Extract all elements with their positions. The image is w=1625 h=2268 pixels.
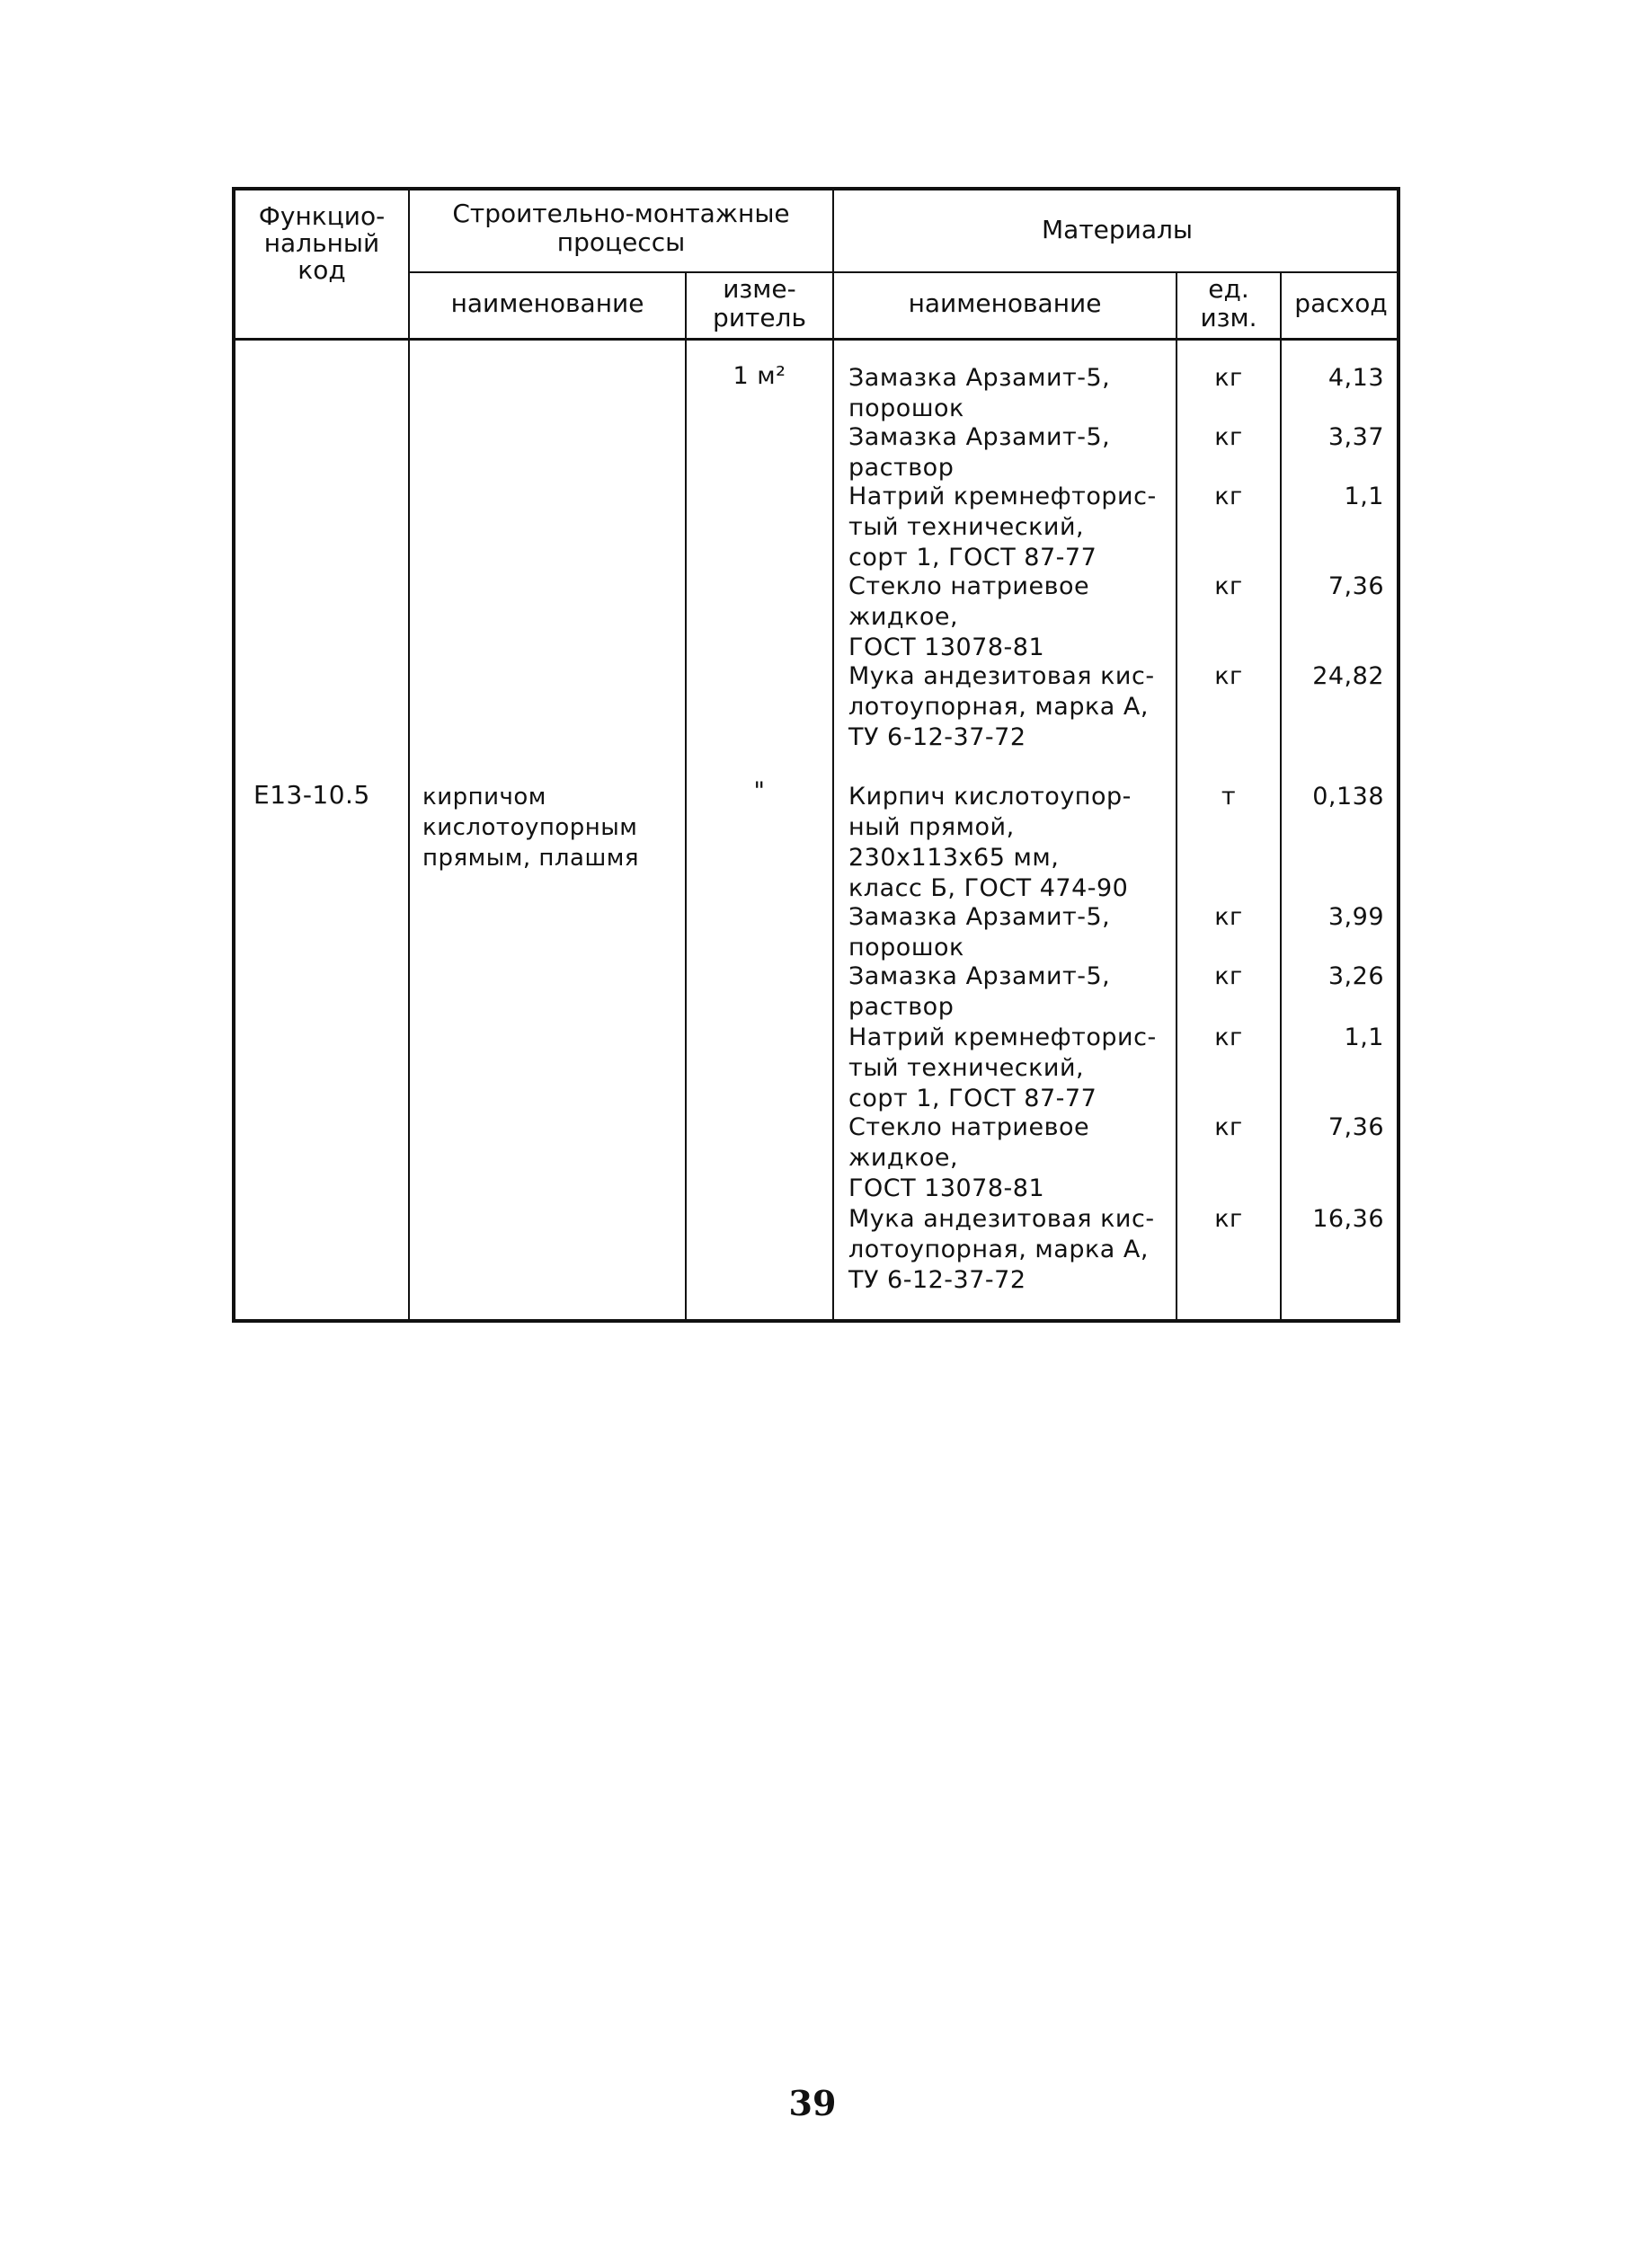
material-name: Натрий кремнефторис- тый технический, сорт 1, ГОСТ 87-77 <box>848 1023 1157 1112</box>
material-unit: кг <box>1214 423 1243 451</box>
material-unit: кг <box>1214 483 1243 510</box>
material-name: Мука андезитовая кис- лотоупорная, марка А, ТУ 6-12-37-72 <box>848 662 1155 751</box>
material-amount: 16,36 <box>1312 1205 1384 1233</box>
material-name: Стекло натриевое жидкое, ГОСТ 13078-81 <box>848 572 1090 661</box>
header-process-unit: изме- ритель <box>713 274 806 332</box>
material-name: Кирпич кислотоупор- ный прямой, 230х113х65 мм, класс Б, ГОСТ 474-90 <box>848 783 1132 902</box>
header-consumption: расход <box>1294 288 1388 318</box>
material-amount: 1,1 <box>1344 483 1384 510</box>
material-name: Замазка Арзамит-5, порошок <box>848 903 1111 961</box>
group2-unit: " <box>753 777 766 805</box>
header-material-unit: ед. изм. <box>1200 274 1257 332</box>
material-amount: 24,82 <box>1312 662 1384 690</box>
row-divider <box>408 271 1397 273</box>
header-materials: Материалы <box>1042 215 1193 244</box>
material-unit: кг <box>1214 962 1243 990</box>
material-unit: кг <box>1214 1205 1243 1233</box>
material-unit: кг <box>1214 1023 1243 1051</box>
group1-unit: 1 м² <box>733 362 786 390</box>
header-material-name: наименование <box>908 288 1102 318</box>
function-code: Е13-10.5 <box>253 780 370 810</box>
col-divider <box>408 190 410 1319</box>
material-name: Замазка Арзамит-5, порошок <box>848 364 1111 422</box>
material-unit: кг <box>1214 364 1243 392</box>
material-name: Замазка Арзамит-5, раствор <box>848 423 1111 482</box>
material-amount: 3,99 <box>1328 903 1384 931</box>
material-name: Стекло натриевое жидкое, ГОСТ 13078-81 <box>848 1113 1090 1202</box>
material-amount: 3,26 <box>1328 962 1384 990</box>
material-amount: 4,13 <box>1328 364 1384 392</box>
material-amount: 3,37 <box>1328 423 1384 451</box>
process-name: кирпичом кислотоупорным прямым, плашмя <box>422 784 640 872</box>
material-name: Натрий кремнефторис- тый технический, сорт 1, ГОСТ 87-77 <box>848 483 1157 571</box>
material-amount: 0,138 <box>1312 783 1384 811</box>
material-name: Замазка Арзамит-5, раствор <box>848 962 1111 1021</box>
material-unit: т <box>1221 783 1237 811</box>
material-amount: 7,36 <box>1328 1113 1384 1141</box>
material-amount: 7,36 <box>1328 572 1384 600</box>
material-unit: кг <box>1214 1113 1243 1141</box>
page-number: 39 <box>788 2083 837 2123</box>
material-unit: кг <box>1214 903 1243 931</box>
col-divider <box>832 190 834 1319</box>
header-processes: Строительно-монтажные процессы <box>452 199 790 257</box>
materials-table <box>232 187 1400 1323</box>
header-func-code: Функцио- нальный код <box>258 201 386 285</box>
material-unit: кг <box>1214 662 1243 690</box>
material-amount: 1,1 <box>1344 1023 1384 1051</box>
material-unit: кг <box>1214 572 1243 600</box>
header-process-name: наименование <box>450 288 644 318</box>
row-divider <box>235 338 1397 341</box>
material-name: Мука андезитовая кис- лотоупорная, марка А, ТУ 6-12-37-72 <box>848 1205 1155 1294</box>
